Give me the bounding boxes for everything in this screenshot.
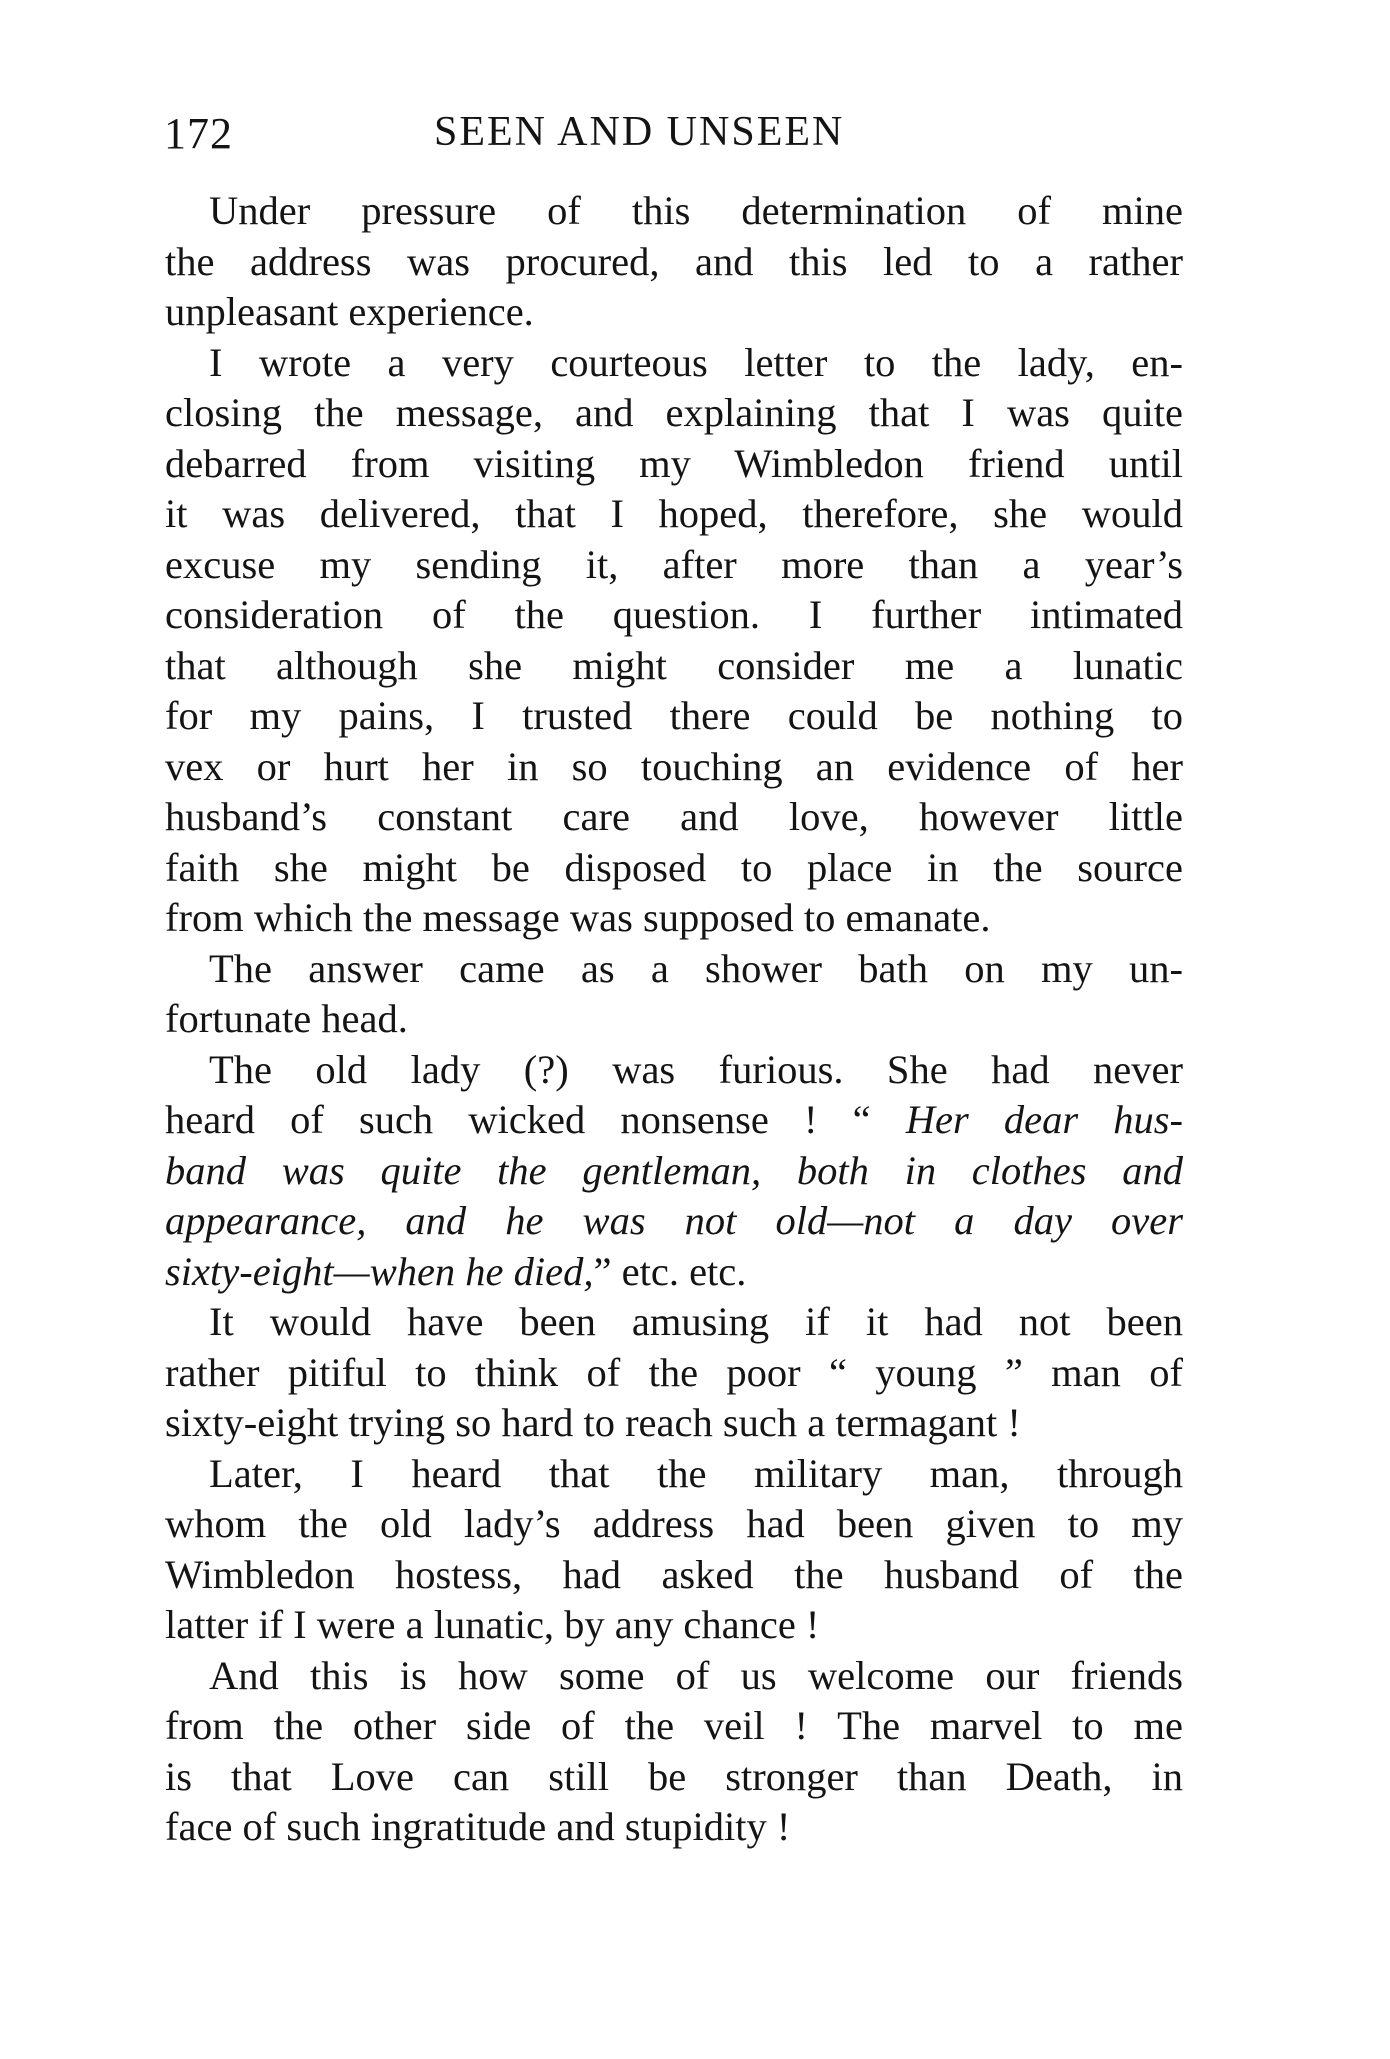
text-line: for my pains, I trusted there could be nothing to: [165, 693, 1183, 738]
paragraph: [165, 944, 1183, 1045]
text-line: latter if I were a lunatic, by any chance !: [165, 1602, 820, 1647]
text-line: rather pitiful to think of the poor “ young ” man of: [165, 1349, 1183, 1395]
text-line: is that Love can still be stronger than Death, in: [165, 1753, 1183, 1799]
text-line: Later, I heard that the military man, through: [209, 1450, 1183, 1496]
running-title: SEEN AND UNSEEN: [434, 109, 845, 155]
paragraph: [165, 186, 1183, 338]
paragraph: [165, 1449, 1183, 1651]
text-line: that although she might consider me a lunatic: [165, 642, 1183, 688]
text-line: [165, 1196, 1183, 1247]
text-line: The old lady (?) was furious. She had never: [209, 1046, 1183, 1092]
paragraph: [165, 338, 1183, 944]
text-line: And this is how some of us welcome our friends: [209, 1652, 1183, 1698]
italic-quote: sixty-eight—when he died,: [165, 1248, 594, 1294]
text-line: Wimbledon hostess, had asked the husband of the: [165, 1551, 1183, 1597]
text-line: I wrote a very courteous letter to the lady, en-: [209, 339, 1183, 385]
text-line: Under pressure of this determination of mine: [209, 188, 1183, 233]
text-line: [165, 1146, 1183, 1197]
text-line: unpleasant experience.: [165, 289, 534, 334]
text-line: faith she might be disposed to place in the source: [165, 844, 1183, 890]
text-line: heard of such wicked nonsense ! “ Her dear hus-: [165, 1097, 1183, 1142]
text-line: from which the message was supposed to emanate.: [165, 895, 991, 940]
text-line: husband’s constant care and love, however little: [165, 794, 1183, 839]
text-line: fortunate head.: [165, 996, 408, 1041]
paragraph: [165, 1651, 1183, 1853]
italic-quote: appearance, and he was not old—not a day over: [165, 1198, 1183, 1243]
text-line: sixty-eight—when he died,” etc. etc.: [165, 1248, 747, 1294]
body-text: [165, 186, 1183, 1853]
text-line: excuse my sending it, after more than a year’s: [165, 541, 1183, 587]
text-line: whom the old lady’s address had been given to my: [165, 1501, 1183, 1546]
text-line: the address was procured, and this led to a rather: [165, 238, 1183, 284]
paragraph: [165, 1297, 1183, 1449]
text-line: debarred from visiting my Wimbledon friend until: [165, 440, 1183, 486]
italic-quote: Her dear hus-: [905, 1097, 1183, 1142]
text-line: vex or hurt her in so touching an evidence of her: [165, 743, 1183, 789]
page-header: [164, 108, 1184, 168]
text-line: face of such ingratitude and stupidity !: [165, 1804, 791, 1849]
paragraph: [165, 1045, 1183, 1298]
text-line: closing the message, and explaining that I was quite: [165, 390, 1183, 435]
text-line: sixty-eight trying so hard to reach such a termagant !: [165, 1400, 1021, 1445]
text-line: from the other side of the veil ! The marvel to me: [165, 1703, 1183, 1748]
text-line: it was delivered, that I hoped, therefore, she would: [165, 491, 1183, 536]
text-line: The answer came as a shower bath on my un-: [209, 945, 1183, 991]
page-number: 172: [164, 109, 233, 158]
text-line: It would have been amusing if it had not been: [209, 1299, 1183, 1344]
text-line: consideration of the question. I further intimated: [165, 592, 1183, 637]
italic-quote: band was quite the gentleman, both in clothes and: [165, 1147, 1183, 1193]
